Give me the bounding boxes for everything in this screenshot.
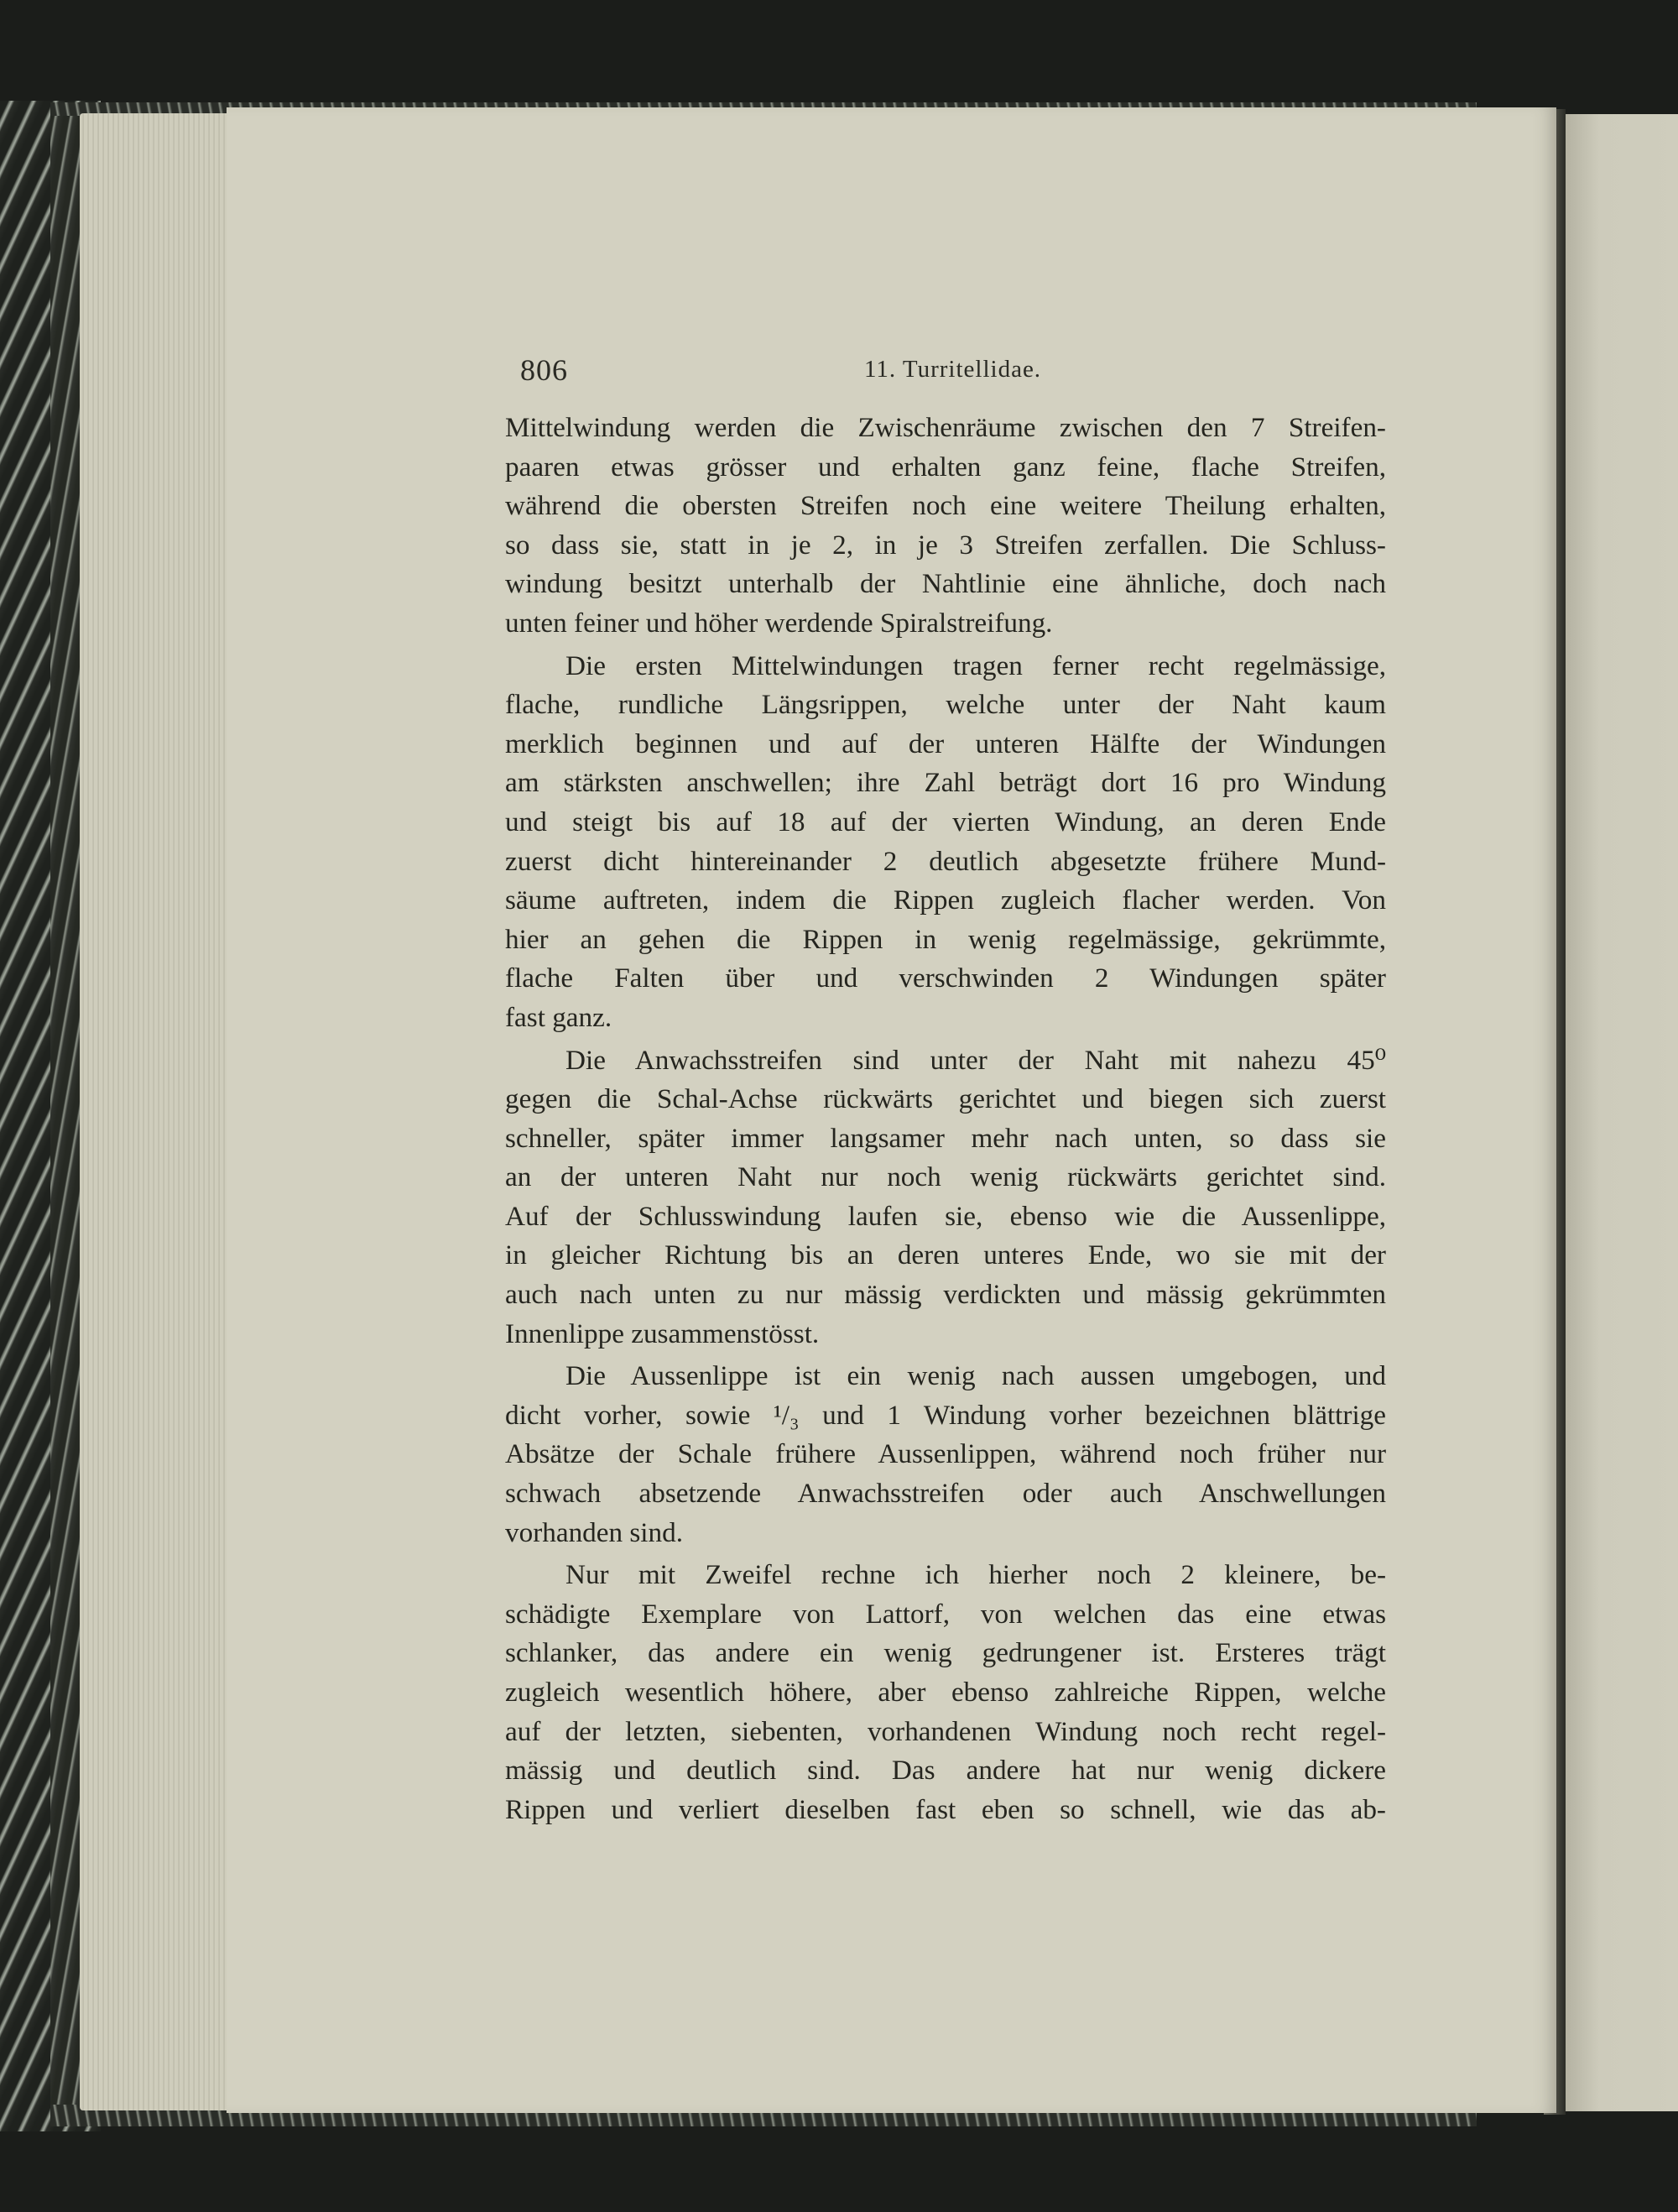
text-line: Die ersten Mittelwindungen tragen ferner recht regelmässige, [565,650,1386,681]
text-line: paaren etwas grösser und erhalten ganz feine, flache Streifen, [505,451,1386,483]
text-line: und steigt bis auf 18 auf der vierten Windung, an deren Ende [505,806,1386,837]
text-line: hier an gehen die Rippen in wenig regelmässige, gekrümmte, [505,923,1386,955]
text-line: auf der letzten, siebenten, vorhandenen Windung noch recht regel- [505,1715,1386,1747]
text-line: merklich beginnen und auf der unteren Hälfte der Windungen [505,728,1386,759]
text-line: während die obersten Streifen noch eine weitere Theilung erhalten, [505,490,1386,522]
text-line: Absätze der Schale frühere Aussenlippen, während noch früher nur [505,1438,1386,1470]
paragraph [505,409,1386,644]
text-line: zuerst dicht hintereinander 2 deutlich abgesetzte frühere Mund- [505,845,1386,877]
text-line: so dass sie, statt in je 2, in je 3 Streifen zerfallen. Die Schluss- [505,529,1386,561]
text-line: Nur mit Zweifel rechne ich hierher noch 2 kleinere, be- [565,1559,1386,1591]
text-line: säume auftreten, indem die Rippen zugleich flacher werden. Von [505,884,1386,916]
running-title: 11. Turritellidae. [864,356,1042,383]
text-line: in gleicher Richtung bis an deren unteres Ende, wo sie mit der [505,1239,1386,1271]
paragraph [505,1556,1386,1829]
text-line: Die Aussenlippe ist ein wenig nach aussen umgebogen, und [565,1360,1386,1392]
text-line: windung besitzt unterhalb der Nahtlinie eine ähnliche, doch nach [505,568,1386,600]
text-line: unten feiner und höher werdende Spiralstreifung. [505,607,1053,639]
paragraph [505,1357,1386,1552]
text-line: dicht vorher, sowie ¹/₃ und 1 Windung vorher bezeichnen blättrige [505,1399,1386,1431]
text-line: vorhanden sind. [505,1516,683,1548]
paragraph [505,1041,1386,1354]
text-line: flache, rundliche Längsrippen, welche unter der Naht kaum [505,689,1386,721]
text-line: Mittelwindung werden die Zwischenräume zwischen den 7 Streifen- [505,412,1386,443]
text-line: schwach absetzende Anwachsstreifen oder auch Anschwellungen [505,1478,1386,1510]
paragraph [505,647,1386,1038]
text-line: zugleich wesentlich höhere, aber ebenso zahlreiche Rippen, welche [505,1677,1386,1708]
text-line: mässig und deutlich sind. Das andere hat nur wenig dickere [505,1755,1386,1787]
text-line: Rippen und verliert dieselben fast eben so schnell, wie das ab- [505,1793,1386,1825]
body-text [505,409,1386,1829]
text-line: gegen die Schal-Achse rückwärts gerichtet und biegen sich zuerst [505,1083,1386,1115]
text-line: auch nach unten zu nur mässig verdickten und mässig gekrümmten [505,1279,1386,1311]
text-line: flache Falten über und verschwinden 2 Windungen später [505,963,1386,994]
page-number: 806 [520,353,568,387]
page-block-edges [80,113,248,2110]
text-line: schädigte Exemplare von Lattorf, von welchen das eine etwas [505,1598,1386,1630]
text-line: Die Anwachsstreifen sind unter der Naht mit nahezu 45⁰ [565,1044,1386,1076]
text-line: schlanker, das andere ein wenig gedrungener ist. Ersteres trägt [505,1637,1386,1669]
page-header [520,352,1384,394]
text-line: schneller, später immer langsamer mehr nach unten, so dass sie [505,1122,1386,1154]
text-line: fast ganz. [505,1001,612,1033]
facing-page [1566,114,1678,2111]
text-line: an der unteren Naht nur noch wenig rückwärts gerichtet sind. [505,1161,1386,1193]
text-line: Auf der Schlusswindung laufen sie, ebenso wie die Aussenlippe, [505,1200,1386,1232]
text-line: Innenlippe zusammenstösst. [505,1317,820,1349]
text-line: am stärksten anschwellen; ihre Zahl beträgt dort 16 pro Windung [505,767,1386,799]
